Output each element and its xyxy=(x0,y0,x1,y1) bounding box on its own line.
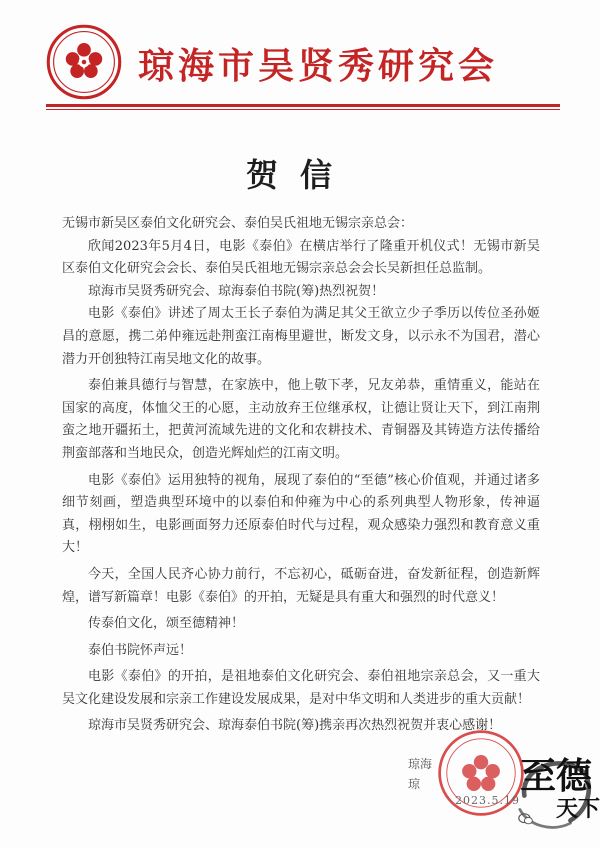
org-name: 琼海市吴贤秀研究会 xyxy=(138,45,499,87)
letterhead xyxy=(46,24,566,102)
letter-body xyxy=(62,213,540,738)
paragraph-5: 电影《泰伯》运用独特的视角，展现了泰伯的“至德”核心价值观，并通过诸多细节刻画，塑造典型环境中的以泰伯和仲雍为中心的系列典型人物形象，传神逼真，栩栩如生，电影画面努力还原泰伯时代与过程，观众感染力强烈和教育意义重大！ xyxy=(62,472,540,556)
signature-date: 2023.5.19 xyxy=(455,794,520,807)
salutation: 无锡市新吴区泰伯文化研究会、泰伯吴氏祖地无锡宗亲总会： xyxy=(62,216,414,231)
wechat-icon xyxy=(518,812,534,826)
paragraph-1: 欣闻2023年5月4日，电影《泰伯》在横店举行了隆重开机仪式！无锡市新吴区泰伯文化研究会会长、泰伯吴氏祖地无锡宗亲总会会长吴新担任总监制。 xyxy=(62,238,540,277)
letter-title: 贺信 xyxy=(245,156,354,194)
paragraph-2: 琼海市吴贤秀研究会、琼海泰伯书院(筹)热烈祝贺！ xyxy=(88,283,385,299)
paragraph-7: 传泰伯文化，颂至德精神！ xyxy=(88,616,245,632)
paragraph-10: 琼海市吴贤秀研究会、琼海泰伯书院(筹)携亲再次热烈祝贺并衷心感谢！ xyxy=(88,718,502,734)
signature-block xyxy=(408,754,432,794)
signature-line-1: 琼海 xyxy=(408,757,433,771)
paragraph-9: 电影《泰伯》的开拍，是祖地泰伯文化研究会、泰伯祖地宗亲总会，又一重大吴文化建设发展和宗亲工作建设发展成果，是对中华文明和人类进步的重大贡献！ xyxy=(62,669,540,707)
paragraph-6: 今天，全国人民齐心协力前行，不忘初心，砥砺奋进，奋发新征程，创造新辉煌，谱写新篇章！电影《泰伯》的开拍，无疑是具有重大和强烈的时代意义！ xyxy=(62,566,540,605)
watermark-main-text: 至德 xyxy=(520,755,593,797)
header-divider-thin xyxy=(46,109,560,110)
signature-line-2: 琼 xyxy=(408,777,421,791)
header-divider xyxy=(46,104,560,107)
watermark-sub-text: 天下 xyxy=(556,796,600,822)
paragraph-8: 泰伯书院怀声远！ xyxy=(88,642,193,658)
paragraph-4: 泰伯兼具德行与智慧，在家族中，他上敬下孝，兄友弟恭，重情重义，能站在国家的高度，体恤父王的心愿，主动放弃王位继承权，让德让贤让天下，到江南荆蛮之地开疆拓土，把黄河流域先进的文化和农耕技术、青铜器及其铸造方法传播给荆蛮部落和当地民众，创造光辉灿烂的江南文明。 xyxy=(62,378,540,461)
paragraph-3: 电影《泰伯》讲述了周太王长子泰伯为满足其父王欲立少子季历以传位圣孙姬昌的意愿，携二弟仲雍远赴荆蛮江南梅里避世，断发文身，以示永不为国君，潜心潜力开创独特江南吴地文化的故事。 xyxy=(62,306,540,367)
seal-logo xyxy=(46,24,122,100)
